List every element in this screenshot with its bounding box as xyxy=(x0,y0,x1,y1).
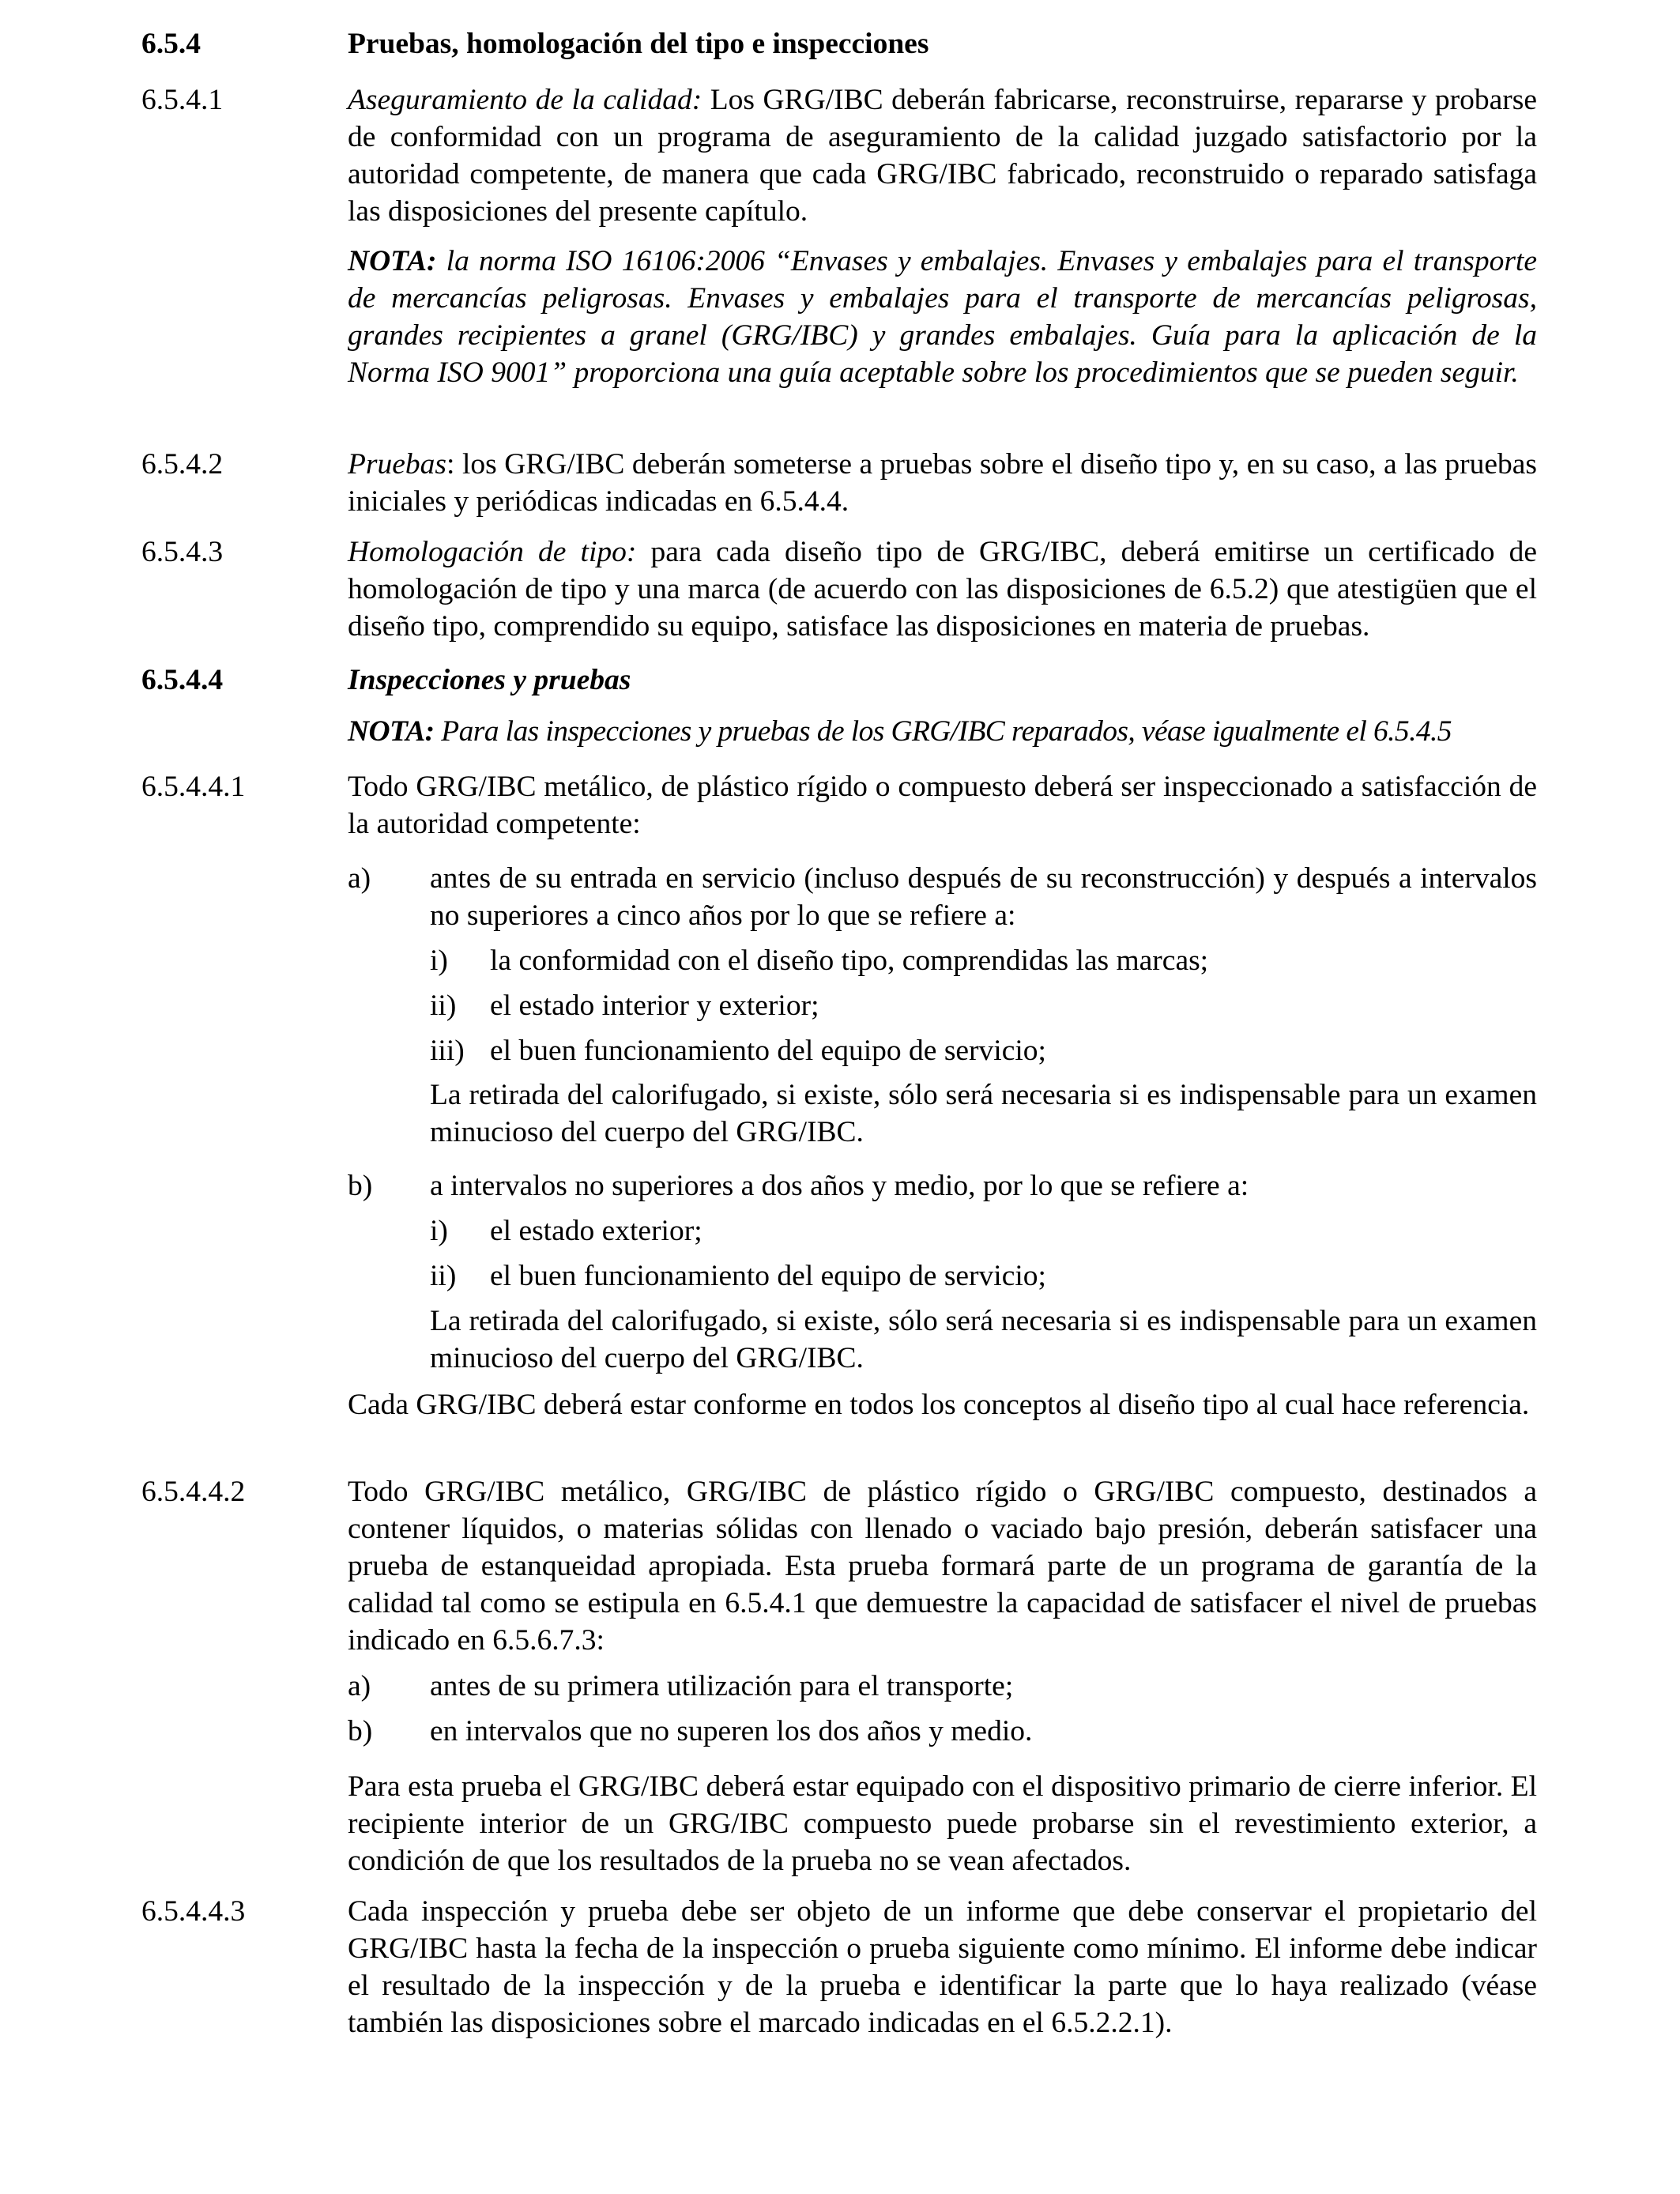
note-body: la norma ISO 16106:2006 “Envases y embalajes. Envases y embalajes para el transporte de mercancías peligrosas. Envases y embalajes para el transporte de mercancías peligrosas, grandes recipientes a granel (GRG/IBC) y grandes embalajes. Guía para la aplicación de la Norma ISO 9001” proporciona una guía aceptable sobre los procedimientos que se pueden seguir. xyxy=(348,245,1537,389)
sublist-item: el buen funcionamiento del equipo de servicio; xyxy=(490,1035,1046,1067)
list-item-a: antes de su primera utilización para el transporte; xyxy=(430,1670,1014,1702)
list-item-a: antes de su entrada en servicio (incluso después de su reconstrucción) y después a intervalos no superiores a cinco años por lo que se refiere a: xyxy=(430,862,1537,932)
note-6-5-4-1 xyxy=(348,243,1537,391)
section-number-6-5-4-4: 6.5.4.4 xyxy=(141,664,224,696)
sublist-item: el estado interior y exterior; xyxy=(490,990,819,1022)
paragraph-6-5-4-4-3: Cada inspección y prueba debe ser objeto de un informe que debe conservar el propietario del GRG/IBC hasta la fecha de la inspección o prueba siguiente como mínimo. El informe debe indicar el resultado de la inspección y de la prueba e identificar la parte que lo haya realizado (véase también las disposiciones sobre el marcado indicadas en el 6.5.2.2.1). xyxy=(348,1895,1537,2039)
section-title-6-5-4-4: Inspecciones y pruebas xyxy=(348,664,631,696)
paragraph-6-5-4-3 xyxy=(348,533,1537,645)
paragraph-6-5-4-4-2-closing: Para esta prueba el GRG/IBC deberá estar equipado con el dispositivo primario de cierre inferior. El recipiente interior de un GRG/IBC compuesto puede probarse sin el revestimiento exterior, a condición de que los resultados de la prueba no se vean afectados. xyxy=(348,1770,1537,1877)
section-number-6-5-4-4-3: 6.5.4.4.3 xyxy=(141,1895,246,1928)
list-item-b: en intervalos que no superen los dos años y medio. xyxy=(430,1715,1033,1747)
paragraph-lead: Homologación de tipo: xyxy=(348,536,637,568)
list-label-a: a) xyxy=(348,1670,371,1702)
list-label-b: b) xyxy=(348,1170,373,1202)
section-number-6-5-4: 6.5.4 xyxy=(141,28,201,60)
sublist-label: iii) xyxy=(430,1035,465,1067)
note-label: NOTA: xyxy=(348,715,435,748)
note-6-5-4-4 xyxy=(348,713,1537,750)
section-number-6-5-4-3: 6.5.4.3 xyxy=(141,536,224,568)
sublist-item: la conformidad con el diseño tipo, comprendidas las marcas; xyxy=(490,944,1209,977)
paragraph-body: Los GRG/IBC deberán fabricarse, reconstruirse, repararse y probarse de conformidad con un programa de aseguramiento de la calidad juzgado satisfactorio por la autoridad competente, de manera que cada GRG/IBC fabricado, reconstruido o reparado satisfaga las disposiciones del presente capítulo. xyxy=(348,84,1537,228)
paragraph-6-5-4-1 xyxy=(348,81,1537,230)
section-number-6-5-4-1: 6.5.4.1 xyxy=(141,84,224,116)
sublist-label: i) xyxy=(430,1215,448,1247)
paragraph-6-5-4-2 xyxy=(348,446,1537,520)
note-body: Para las inspecciones y pruebas de los GRG/IBC reparados, véase igualmente el 6.5.4.5 xyxy=(434,715,1452,748)
sublist-label: i) xyxy=(430,944,448,977)
list-item-a-note: La retirada del calorifugado, si existe, sólo será necesaria si es indispensable para un examen minucioso del cuerpo del GRG/IBC. xyxy=(430,1079,1537,1148)
sublist-item: el buen funcionamiento del equipo de servicio; xyxy=(490,1260,1046,1292)
sublist-item: el estado exterior; xyxy=(490,1215,703,1247)
section-title-6-5-4: Pruebas, homologación del tipo e inspecciones xyxy=(348,28,929,60)
section-number-6-5-4-4-1: 6.5.4.4.1 xyxy=(141,771,246,803)
list-label-a: a) xyxy=(348,862,371,895)
paragraph-6-5-4-4-2: Todo GRG/IBC metálico, GRG/IBC de plástico rígido o GRG/IBC compuesto, destinados a contener líquidos, o materias sólidas con llenado o vaciado bajo presión, deberán satisfacer una prueba de estanqueidad apropiada. Esta prueba formará parte de un programa de garantía de la calidad tal como se estipula en 6.5.4.1 que demuestre la capacidad de satisfacer el nivel de pruebas indicado en 6.5.6.7.3: xyxy=(348,1476,1537,1657)
paragraph-lead: Pruebas xyxy=(348,448,446,481)
list-item-b: a intervalos no superiores a dos años y medio, por lo que se refiere a: xyxy=(430,1170,1249,1202)
sublist-label: ii) xyxy=(430,990,457,1022)
paragraph-body: : los GRG/IBC deberán someterse a pruebas sobre el diseño tipo y, en su caso, a las pruebas iniciales y periódicas indicadas en 6.5.4.4. xyxy=(348,448,1537,518)
list-label-b: b) xyxy=(348,1715,373,1747)
paragraph-lead: Aseguramiento de la calidad: xyxy=(348,84,703,116)
paragraph-body: para cada diseño tipo de GRG/IBC, deberá emitirse un certificado de homologación de tipo y una marca (de acuerdo con las disposiciones de 6.5.2) que atestigüen que el diseño tipo, comprendido su equipo, satisface las disposiciones en materia de pruebas. xyxy=(348,536,1537,643)
section-number-6-5-4-2: 6.5.4.2 xyxy=(141,448,224,481)
paragraph-6-5-4-4-1: Todo GRG/IBC metálico, de plástico rígido o compuesto deberá ser inspeccionado a satisfacción de la autoridad competente: xyxy=(348,771,1537,840)
list-item-b-note: La retirada del calorifugado, si existe, sólo será necesaria si es indispensable para un examen minucioso del cuerpo del GRG/IBC. xyxy=(430,1305,1537,1374)
note-label: NOTA: xyxy=(348,245,437,277)
paragraph-6-5-4-4-1-closing: Cada GRG/IBC deberá estar conforme en todos los conceptos al diseño tipo al cual hace referencia. xyxy=(348,1389,1530,1421)
section-number-6-5-4-4-2: 6.5.4.4.2 xyxy=(141,1476,246,1508)
sublist-label: ii) xyxy=(430,1260,457,1292)
